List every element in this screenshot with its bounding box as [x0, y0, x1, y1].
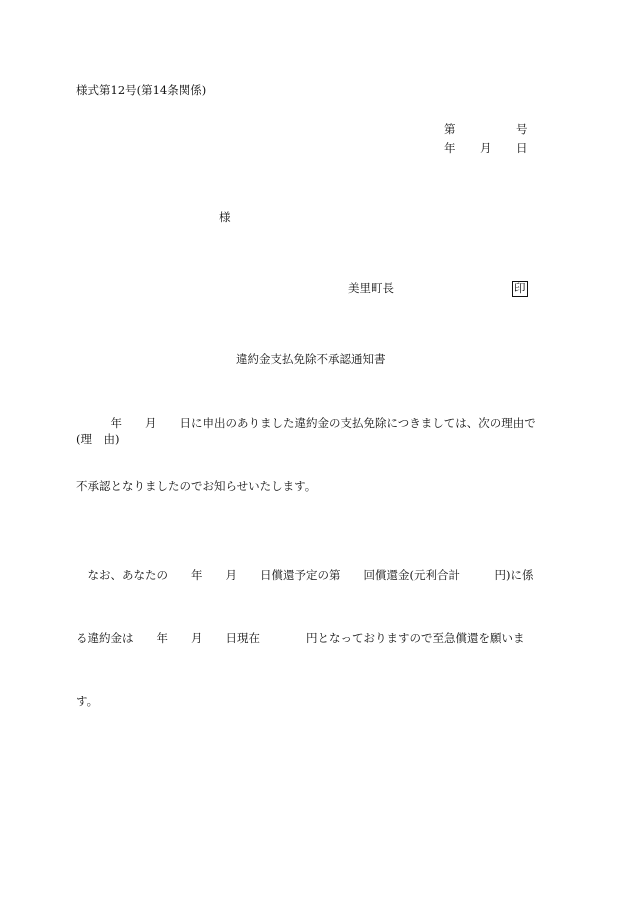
body-2-line-3: す。 — [76, 694, 99, 708]
body-2-line-1: なお、あなたの 年 月 日償還予定の第 回償還金(元利合計 円)に係 — [76, 568, 534, 582]
body-paragraph-1 — [76, 371, 550, 518]
sender-name: 美里町長 — [348, 281, 394, 295]
body-paragraph-2 — [76, 523, 550, 733]
date-month: 月 — [480, 141, 492, 155]
body-2-line-2: る違約金は 年 月 日現在 円となっておりますので至急償還を願いま — [76, 631, 525, 645]
reason-label: (理 由) — [76, 432, 120, 446]
doc-number-prefix: 第 — [444, 122, 456, 136]
date-day: 日 — [516, 141, 528, 155]
seal-text: 印 — [514, 281, 526, 295]
document-title: 違約金支払免除不承認通知書 — [236, 352, 386, 366]
form-number: 様式第12号(第14条関係) — [76, 83, 207, 97]
body-1-line-1: 年 月 日に申出のありました違約金の支払免除につきましては、次の理由で — [76, 416, 536, 430]
doc-number-suffix: 号 — [516, 122, 528, 136]
seal-mark — [512, 281, 528, 297]
date-year: 年 — [444, 141, 456, 155]
recipient-suffix: 様 — [219, 210, 231, 224]
body-1-line-2: 不承認となりましたのでお知らせいたします。 — [76, 479, 317, 493]
